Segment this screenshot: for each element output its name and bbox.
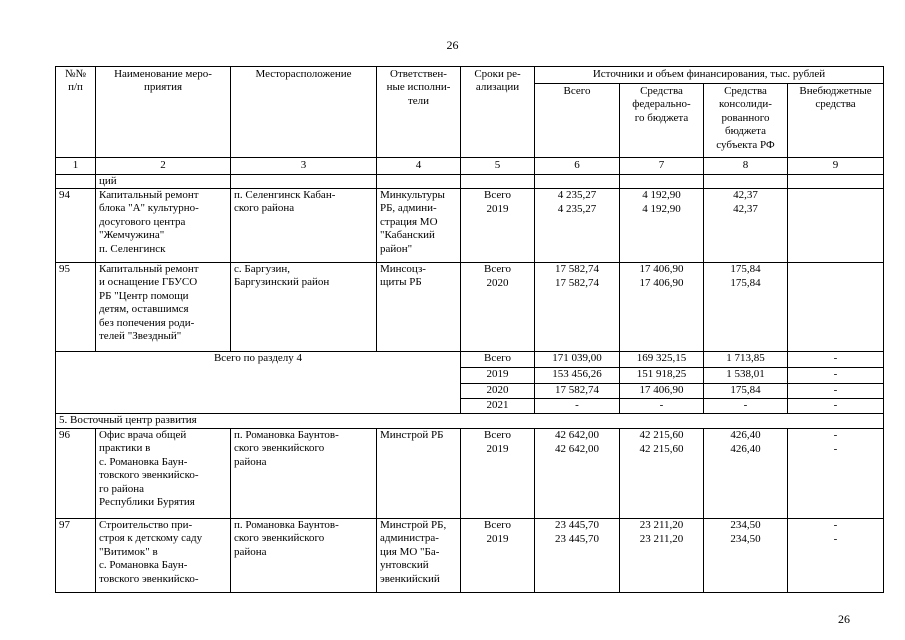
section-total-consolidated: 1 538,01	[726, 368, 765, 380]
row-consolidated: 234,50	[730, 533, 761, 545]
row-extrabudget	[788, 263, 883, 277]
header-sources: Источники и объем финансирования, тыс. рублей	[592, 68, 826, 80]
row-total: 42 642,00	[555, 429, 599, 441]
section-total-extrabudget: -	[833, 368, 838, 380]
row-number: 96	[59, 429, 70, 441]
section-4-total-label: Всего по разделу 4	[213, 352, 303, 364]
section-total-consolidated: 1 713,85	[726, 352, 765, 364]
section-total-federal: 151 918,25	[636, 368, 687, 380]
row-consolidated: 426,40	[730, 443, 761, 455]
section-total-term: 2021	[486, 399, 509, 411]
row-total: 17 582,74	[555, 263, 599, 275]
row-responsible: Минкультуры РБ, админи- страция МО "Кабанский район"	[380, 189, 445, 255]
table-horizontal-rule	[55, 66, 884, 67]
row-federal: 4 192,90	[642, 203, 681, 215]
section-total-term: 2019	[486, 368, 509, 380]
table-horizontal-rule	[55, 157, 884, 158]
row-term: 2020	[486, 277, 509, 289]
section-total-federal: 17 406,90	[639, 384, 684, 396]
row-name: Строительство при- строя к детскому саду "Витимок" в с. Романовка Баун- товского эвенкийско-	[99, 519, 203, 585]
section-total-federal: -	[659, 399, 664, 411]
row-term: 2019	[486, 443, 509, 455]
row-consolidated: 175,84	[730, 277, 761, 289]
row-consolidated: 426,40	[730, 429, 761, 441]
column-number: 2	[160, 159, 166, 171]
row-responsible: Минстрой РБ, администра- ция МО "Ба- унтовский эвенкийский	[380, 519, 447, 585]
header-terms: Сроки ре- ализации	[474, 68, 521, 94]
section-total-consolidated: 175,84	[730, 384, 761, 396]
row-name: Офис врача общей практики в с. Романовка Баун- товского эвенкийско- го района Республики Бурятия	[99, 429, 199, 509]
row-term: 2019	[486, 203, 509, 215]
continuation-text: ций	[99, 175, 117, 187]
row-number: 94	[59, 189, 70, 201]
section-total-total: 17 582,74	[555, 384, 599, 396]
table-horizontal-rule	[534, 83, 884, 84]
header-num: №№ п/п	[65, 68, 86, 94]
section-total-federal: 169 325,15	[636, 352, 687, 364]
header-extrabudget: Внебюджетные средства	[799, 85, 872, 111]
header-consolidated: Средства консолиди- рованного бюджета субъекта РФ	[716, 85, 775, 151]
row-consolidated: 175,84	[730, 263, 761, 275]
row-location: п. Романовка Баунтов- ского эвенкийского района	[234, 429, 339, 468]
section-total-total: 153 456,26	[552, 368, 602, 380]
row-total: 23 445,70	[555, 533, 599, 545]
column-number: 8	[742, 159, 749, 171]
column-number: 4	[415, 159, 422, 171]
section-5-title: 5. Восточный центр развития	[59, 414, 197, 426]
page-number-bottom: 26	[838, 612, 850, 626]
header-federal: Средства федерально- го бюджета	[632, 85, 691, 124]
table-horizontal-rule	[55, 592, 884, 593]
row-responsible: Минстрой РБ	[380, 429, 444, 441]
column-number: 7	[658, 159, 665, 171]
row-extrabudget: -	[833, 443, 838, 455]
row-consolidated: 234,50	[730, 519, 761, 531]
row-extrabudget: -	[833, 533, 838, 545]
row-location: с. Баргузин, Баргузинский район	[234, 263, 330, 289]
row-responsible: Минсоцз- щиты РБ	[380, 263, 426, 289]
row-consolidated: 42,37	[733, 189, 758, 201]
section-total-term: Всего	[484, 352, 511, 364]
row-term: 2019	[486, 533, 509, 545]
column-number: 5	[494, 159, 501, 171]
header-location: Месторасположение	[255, 68, 352, 80]
row-total: 4 235,27	[557, 189, 597, 201]
column-number: 3	[300, 159, 307, 171]
row-name: Капитальный ремонт блока "А" культурно- досугового центра "Жемчужина" п. Селенгинск	[99, 189, 199, 255]
header-name: Наименование меро- приятия	[114, 68, 212, 94]
row-federal: 4 192,90	[642, 189, 681, 201]
header-responsible: Ответствен- ные исполни- тели	[386, 68, 451, 107]
section-total-extrabudget: -	[833, 384, 838, 396]
row-term: Всего	[484, 189, 511, 201]
section-total-term: 2020	[486, 384, 509, 396]
section-total-extrabudget: -	[833, 399, 838, 411]
row-location: п. Селенгинск Кабан- ского района	[234, 189, 336, 215]
row-term: Всего	[484, 263, 511, 275]
table-vertical-rule	[883, 66, 884, 593]
row-total: 42 642,00	[555, 443, 599, 455]
row-extrabudget	[788, 189, 883, 203]
section-total-extrabudget: -	[833, 352, 838, 364]
header-total: Всего	[563, 85, 591, 97]
row-federal: 42 215,60	[639, 443, 684, 455]
row-location: п. Романовка Баунтов- ского эвенкийского района	[234, 519, 339, 558]
row-extrabudget: -	[833, 519, 838, 531]
row-federal: 42 215,60	[639, 429, 684, 441]
row-federal: 23 211,20	[639, 533, 684, 545]
column-number: 6	[574, 159, 580, 171]
column-number: 9	[832, 159, 839, 171]
row-term: Всего	[484, 519, 511, 531]
section-total-total: -	[575, 399, 579, 411]
row-term: Всего	[484, 429, 511, 441]
row-total: 23 445,70	[555, 519, 599, 531]
page-number-top: 26	[446, 38, 459, 52]
row-extrabudget: -	[833, 429, 838, 441]
row-number: 95	[59, 263, 70, 275]
row-total: 4 235,27	[557, 203, 597, 215]
row-federal: 17 406,90	[639, 263, 684, 275]
section-total-total: 171 039,00	[552, 352, 602, 364]
row-extrabudget	[788, 203, 883, 217]
row-total: 17 582,74	[555, 277, 599, 289]
row-federal: 17 406,90	[639, 277, 684, 289]
row-consolidated: 42,37	[733, 203, 758, 215]
row-federal: 23 211,20	[639, 519, 684, 531]
column-number: 1	[72, 159, 79, 171]
row-extrabudget	[788, 277, 883, 291]
section-total-consolidated: -	[743, 399, 748, 411]
row-name: Капитальный ремонт и оснащение ГБУСО РБ "Центр помощи детям, оставшимся без попечения роди- телей "Звездный"	[99, 263, 199, 343]
row-number: 97	[59, 519, 70, 531]
